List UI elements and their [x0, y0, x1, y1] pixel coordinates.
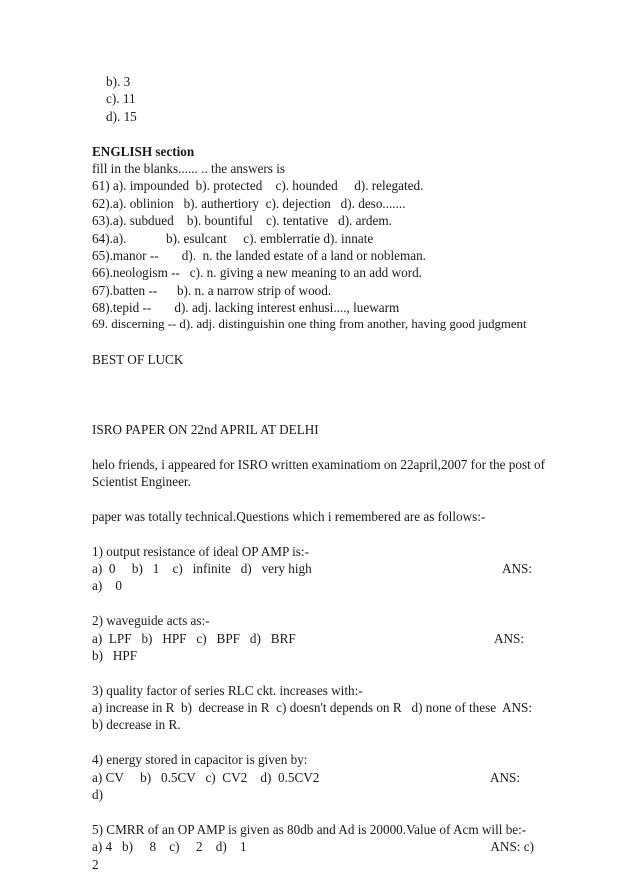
- english-line: 61) a). impounded b). protected c). hounded d). relegated.: [92, 178, 424, 194]
- english-section-heading: ENGLISH section: [92, 143, 195, 159]
- question-text: 5) CMRR of an OP AMP is given as 80db and Ad is 20000.Value of Acm will be:-: [92, 821, 527, 837]
- option-line: c). 11: [106, 91, 136, 107]
- question-options-row: [92, 560, 552, 577]
- answer-label: ANS:: [501, 560, 532, 576]
- english-line: 68).tepid -- d). adj. lacking interest enhusi...., luewarm: [92, 300, 400, 316]
- english-line: 65).manor -- d). n. the landed estate of a land or nobleman.: [92, 247, 426, 263]
- question-options: a) increase in R b) decrease in R c) doesn't depends on R d) none of these: [92, 700, 497, 716]
- english-line: 62).a). oblinion b). authertiory c). dejection d). deso.......: [92, 195, 406, 211]
- isro-lead: paper was totally technical.Questions which i remembered are as follows:-: [92, 508, 486, 524]
- closing-text: BEST OF LUCK: [92, 352, 184, 368]
- question-options-row: [92, 769, 552, 786]
- english-line: fill in the blanks...... .. the answers is: [92, 160, 286, 176]
- answer-value: b) decrease in R.: [92, 717, 181, 733]
- english-line: 69. discerning -- d). adj. distinguishin one thing from another, having good judgment: [92, 317, 527, 332]
- question-text: 1) output resistance of ideal OP AMP is:-: [92, 543, 309, 559]
- answer-label: ANS:: [493, 630, 524, 646]
- option-line: b). 3: [106, 74, 131, 89]
- question-options: a) 0 b) 1 c) infinite d) very high: [92, 560, 312, 576]
- answer-label: ANS: c): [490, 839, 534, 855]
- question-options: a) LPF b) HPF c) BPF d) BRF: [92, 630, 296, 646]
- option-line: d). 15: [106, 108, 137, 124]
- document-page: [92, 73, 552, 873]
- english-line: 67).batten -- b). n. a narrow strip of wood.: [92, 282, 332, 298]
- isro-title: ISRO PAPER ON 22nd APRIL AT DELHI: [92, 421, 319, 437]
- answer-value: a) 0: [92, 578, 123, 594]
- answer-label: ANS:: [489, 769, 520, 785]
- answer-value: d): [92, 787, 103, 803]
- answer-value: 2: [92, 856, 99, 872]
- answer-label: ANS:: [501, 700, 532, 716]
- question-text: 4) energy stored in capacitor is given by:: [92, 752, 308, 768]
- question-options-row: [92, 838, 552, 855]
- english-line: 63).a). subdued b). bountiful c). tentative d). ardem.: [92, 213, 392, 229]
- english-line: 66).neologism -- c). n. giving a new meaning to an add word.: [92, 265, 422, 281]
- question-text: 2) waveguide acts as:-: [92, 613, 210, 629]
- question-options-row: [92, 630, 552, 647]
- question-options: a) 4 b) 8 c) 2 d) 1: [92, 839, 247, 855]
- question-options-row: [92, 699, 552, 716]
- english-line: 64).a). b). esulcant c). emblerratie d). innate: [92, 230, 374, 246]
- answer-value: b) HPF: [92, 647, 138, 663]
- question-options: a) CV b) 0.5CV c) CV2 d) 0.5CV2: [92, 769, 320, 785]
- question-text: 3) quality factor of series RLC ckt. increases with:-: [92, 682, 363, 698]
- isro-intro: helo friends, i appeared for ISRO written examinatiom on 22april,2007 for the post of Scientist Engineer.: [92, 456, 546, 489]
